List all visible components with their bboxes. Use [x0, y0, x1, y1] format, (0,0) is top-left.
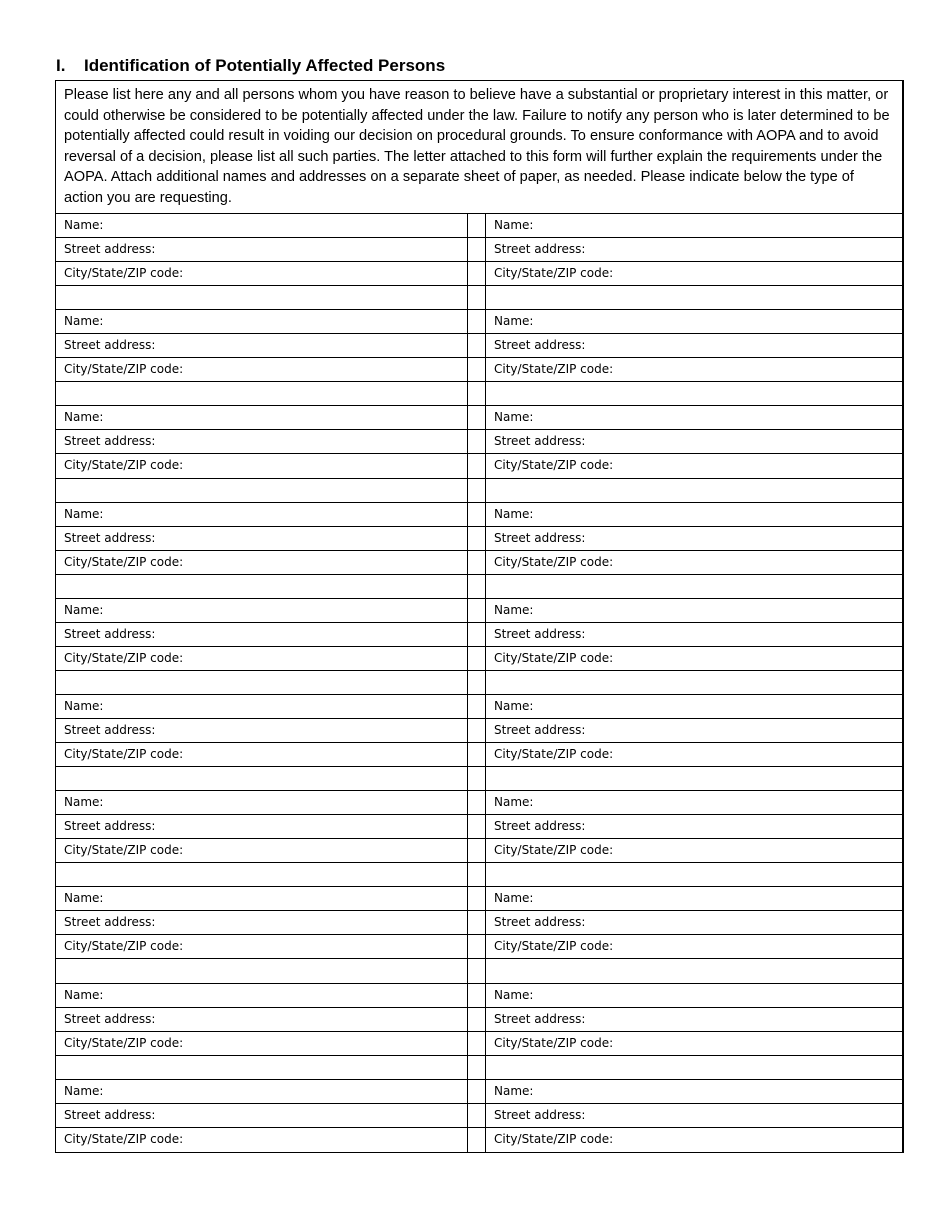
street-label: Street address:: [64, 530, 156, 545]
street-label: Street address:: [64, 1107, 156, 1122]
name-field-right[interactable]: [486, 503, 902, 526]
name-label: Name:: [64, 891, 104, 906]
column-divider: [467, 911, 486, 934]
name-label: Name:: [494, 602, 534, 617]
instructions-text: Please list here any and all persons whom you have reason to believe have a substantial or proprietary interest in this matter, or could otherwise be considered to be potentially affected under the law. Failure to notify any person who is later determined to be potentially affected could result in voiding our decision on procedural grounds. To ensure conformance with AOPA and to avoid reversal of a decision, please list all such parties. The letter attached to this form will further explain the requirements under the AOPA. Attach additional names and addresses on a separate sheet of paper, as needed. Please indicate below the type of action you are requesting.: [56, 81, 902, 214]
name-label: Name:: [494, 506, 534, 521]
city-field-right[interactable]: [486, 1128, 902, 1152]
city-field-left[interactable]: [56, 262, 467, 285]
column-divider: [467, 935, 486, 958]
entry-row-name: [56, 599, 902, 623]
street-label: Street address:: [64, 242, 156, 257]
column-divider: [467, 1080, 486, 1103]
name-label: Name:: [64, 410, 104, 425]
street-field-left[interactable]: [56, 238, 467, 261]
column-divider: [467, 767, 486, 790]
name-field-left[interactable]: [56, 791, 467, 814]
section-title: Identification of Potentially Affected Persons: [84, 56, 446, 75]
city-field-left[interactable]: [56, 551, 467, 574]
city-label: City/State/ZIP code:: [494, 650, 614, 665]
city-field-left[interactable]: [56, 1032, 467, 1055]
entry-row-street: [56, 911, 902, 935]
blank-cell: [486, 286, 902, 309]
column-divider: [467, 623, 486, 646]
name-label: Name:: [64, 795, 104, 810]
street-label: Street address:: [494, 434, 586, 449]
city-label: City/State/ZIP code:: [64, 362, 184, 377]
column-divider: [467, 719, 486, 742]
city-field-right[interactable]: [486, 839, 902, 862]
column-divider: [467, 334, 486, 357]
street-field-right[interactable]: [486, 430, 902, 453]
column-divider: [467, 815, 486, 838]
street-label: Street address:: [64, 722, 156, 737]
column-divider: [467, 406, 486, 429]
city-label: City/State/ZIP code:: [64, 266, 184, 281]
section-number: I.: [56, 56, 66, 75]
entry-row-name: [56, 406, 902, 430]
spacer-row: [56, 382, 902, 406]
city-field-left[interactable]: [56, 647, 467, 670]
column-divider: [467, 430, 486, 453]
column-divider: [467, 984, 486, 1007]
column-divider: [467, 887, 486, 910]
blank-cell: [486, 1056, 902, 1079]
column-divider: [467, 743, 486, 766]
street-field-left[interactable]: [56, 623, 467, 646]
city-field-right[interactable]: [486, 647, 902, 670]
spacer-row: [56, 575, 902, 599]
street-field-right[interactable]: [486, 1104, 902, 1127]
column-divider: [467, 1008, 486, 1031]
city-field-right[interactable]: [486, 262, 902, 285]
entry-row-street: [56, 719, 902, 743]
entry-row-city: [56, 551, 902, 575]
city-field-left[interactable]: [56, 1128, 467, 1152]
street-field-right[interactable]: [486, 527, 902, 550]
city-label: City/State/ZIP code:: [64, 939, 184, 954]
blank-cell: [56, 479, 467, 502]
entry-row-street: [56, 430, 902, 454]
city-label: City/State/ZIP code:: [64, 747, 184, 762]
street-label: Street address:: [64, 434, 156, 449]
name-label: Name:: [64, 314, 104, 329]
entry-row-city: [56, 839, 902, 863]
entry-row-city: [56, 262, 902, 286]
name-field-left[interactable]: [56, 984, 467, 1007]
column-divider: [467, 358, 486, 381]
street-field-right[interactable]: [486, 1008, 902, 1031]
name-label: Name:: [494, 698, 534, 713]
city-field-right[interactable]: [486, 551, 902, 574]
name-label: Name:: [64, 1083, 104, 1098]
name-field-left[interactable]: [56, 695, 467, 718]
street-label: Street address:: [494, 626, 586, 641]
entry-row-city: [56, 743, 902, 767]
city-label: City/State/ZIP code:: [64, 1131, 184, 1146]
name-field-right[interactable]: [486, 1080, 902, 1103]
street-label: Street address:: [494, 722, 586, 737]
entry-row-name: [56, 887, 902, 911]
entry-row-city: [56, 358, 902, 382]
column-divider: [467, 647, 486, 670]
entry-row-city: [56, 647, 902, 671]
entry-row-name: [56, 984, 902, 1008]
column-divider: [467, 1128, 486, 1152]
street-label: Street address:: [494, 1107, 586, 1122]
entry-row-name: [56, 503, 902, 527]
blank-cell: [56, 1056, 467, 1079]
street-field-left[interactable]: [56, 1008, 467, 1031]
city-label: City/State/ZIP code:: [494, 362, 614, 377]
column-divider: [467, 671, 486, 694]
entry-row-city: [56, 454, 902, 478]
column-divider: [467, 791, 486, 814]
city-label: City/State/ZIP code:: [494, 1035, 614, 1050]
entry-row-street: [56, 623, 902, 647]
blank-cell: [486, 959, 902, 982]
blank-cell: [56, 286, 467, 309]
column-divider: [467, 1104, 486, 1127]
city-field-right[interactable]: [486, 358, 902, 381]
column-divider: [467, 695, 486, 718]
city-field-left[interactable]: [56, 935, 467, 958]
street-field-left[interactable]: [56, 334, 467, 357]
blank-cell: [486, 863, 902, 886]
entry-row-name: [56, 791, 902, 815]
name-field-right[interactable]: [486, 214, 902, 237]
name-field-right[interactable]: [486, 695, 902, 718]
city-label: City/State/ZIP code:: [64, 458, 184, 473]
street-label: Street address:: [494, 530, 586, 545]
entry-rows: [56, 214, 902, 1152]
blank-cell: [56, 959, 467, 982]
city-field-left[interactable]: [56, 839, 467, 862]
entry-row-name: [56, 1080, 902, 1104]
column-divider: [467, 599, 486, 622]
name-label: Name:: [494, 218, 534, 232]
spacer-row: [56, 479, 902, 503]
section-heading: [56, 56, 445, 78]
street-label: Street address:: [64, 338, 156, 353]
street-field-right[interactable]: [486, 334, 902, 357]
column-divider: [467, 479, 486, 502]
column-divider: [467, 959, 486, 982]
city-label: City/State/ZIP code:: [494, 939, 614, 954]
column-divider: [467, 454, 486, 477]
street-field-right[interactable]: [486, 238, 902, 261]
name-field-left[interactable]: [56, 599, 467, 622]
city-label: City/State/ZIP code:: [64, 1035, 184, 1050]
name-label: Name:: [64, 218, 104, 232]
name-field-right[interactable]: [486, 984, 902, 1007]
city-field-left[interactable]: [56, 743, 467, 766]
column-divider: [467, 382, 486, 405]
blank-cell: [486, 575, 902, 598]
column-divider: [467, 238, 486, 261]
name-field-left[interactable]: [56, 310, 467, 333]
city-label: City/State/ZIP code:: [64, 650, 184, 665]
street-label: Street address:: [64, 915, 156, 930]
street-label: Street address:: [494, 819, 586, 834]
name-label: Name:: [494, 795, 534, 810]
column-divider: [467, 863, 486, 886]
entry-row-street: [56, 238, 902, 262]
affected-persons-form: [55, 80, 904, 1153]
spacer-row: [56, 671, 902, 695]
column-divider: [467, 527, 486, 550]
street-field-right[interactable]: [486, 911, 902, 934]
blank-cell: [56, 382, 467, 405]
city-label: City/State/ZIP code:: [494, 1131, 614, 1146]
street-label: Street address:: [64, 1011, 156, 1026]
blank-cell: [486, 479, 902, 502]
blank-cell: [56, 767, 467, 790]
name-label: Name:: [64, 987, 104, 1002]
city-label: City/State/ZIP code:: [494, 458, 614, 473]
column-divider: [467, 286, 486, 309]
city-field-right[interactable]: [486, 454, 902, 477]
name-field-right[interactable]: [486, 791, 902, 814]
name-field-left[interactable]: [56, 1080, 467, 1103]
street-label: Street address:: [64, 819, 156, 834]
column-divider: [467, 503, 486, 526]
city-label: City/State/ZIP code:: [494, 554, 614, 569]
entry-row-street: [56, 815, 902, 839]
city-label: City/State/ZIP code:: [64, 554, 184, 569]
street-label: Street address:: [494, 242, 586, 257]
street-field-left[interactable]: [56, 527, 467, 550]
entry-row-street: [56, 334, 902, 358]
blank-cell: [486, 767, 902, 790]
column-divider: [467, 1056, 486, 1079]
street-label: Street address:: [494, 338, 586, 353]
city-field-right[interactable]: [486, 935, 902, 958]
name-label: Name:: [494, 987, 534, 1002]
spacer-row: [56, 1056, 902, 1080]
street-field-right[interactable]: [486, 623, 902, 646]
street-label: Street address:: [64, 626, 156, 641]
entry-row-city: [56, 1128, 902, 1152]
street-field-left[interactable]: [56, 911, 467, 934]
entry-row-street: [56, 1008, 902, 1032]
name-label: Name:: [494, 410, 534, 425]
city-label: City/State/ZIP code:: [64, 843, 184, 858]
column-divider: [467, 310, 486, 333]
street-field-left[interactable]: [56, 719, 467, 742]
street-field-right[interactable]: [486, 815, 902, 838]
column-divider: [467, 262, 486, 285]
city-field-right[interactable]: [486, 1032, 902, 1055]
entry-row-city: [56, 935, 902, 959]
name-label: Name:: [494, 891, 534, 906]
spacer-row: [56, 863, 902, 887]
spacer-row: [56, 286, 902, 310]
entry-row-street: [56, 527, 902, 551]
name-label: Name:: [494, 1083, 534, 1098]
entry-row-name: [56, 310, 902, 334]
spacer-row: [56, 959, 902, 983]
name-field-right[interactable]: [486, 599, 902, 622]
name-field-left[interactable]: [56, 214, 467, 237]
city-field-left[interactable]: [56, 454, 467, 477]
name-field-left[interactable]: [56, 887, 467, 910]
city-field-left[interactable]: [56, 358, 467, 381]
spacer-row: [56, 767, 902, 791]
name-label: Name:: [64, 698, 104, 713]
name-field-right[interactable]: [486, 887, 902, 910]
name-label: Name:: [494, 314, 534, 329]
name-label: Name:: [64, 602, 104, 617]
street-field-left[interactable]: [56, 430, 467, 453]
name-field-right[interactable]: [486, 406, 902, 429]
entry-row-name: [56, 214, 902, 238]
city-label: City/State/ZIP code:: [494, 747, 614, 762]
name-label: Name:: [64, 506, 104, 521]
street-field-right[interactable]: [486, 719, 902, 742]
blank-cell: [486, 382, 902, 405]
name-field-right[interactable]: [486, 310, 902, 333]
city-label: City/State/ZIP code:: [494, 843, 614, 858]
blank-cell: [56, 575, 467, 598]
column-divider: [467, 1032, 486, 1055]
entry-row-name: [56, 695, 902, 719]
blank-cell: [56, 671, 467, 694]
street-field-left[interactable]: [56, 1104, 467, 1127]
entry-row-city: [56, 1032, 902, 1056]
column-divider: [467, 214, 486, 237]
column-divider: [467, 839, 486, 862]
name-field-left[interactable]: [56, 406, 467, 429]
street-label: Street address:: [494, 1011, 586, 1026]
city-field-right[interactable]: [486, 743, 902, 766]
column-divider: [467, 575, 486, 598]
name-field-left[interactable]: [56, 503, 467, 526]
blank-cell: [56, 863, 467, 886]
blank-cell: [486, 671, 902, 694]
city-label: City/State/ZIP code:: [494, 266, 614, 281]
entry-row-street: [56, 1104, 902, 1128]
street-label: Street address:: [494, 915, 586, 930]
street-field-left[interactable]: [56, 815, 467, 838]
column-divider: [467, 551, 486, 574]
